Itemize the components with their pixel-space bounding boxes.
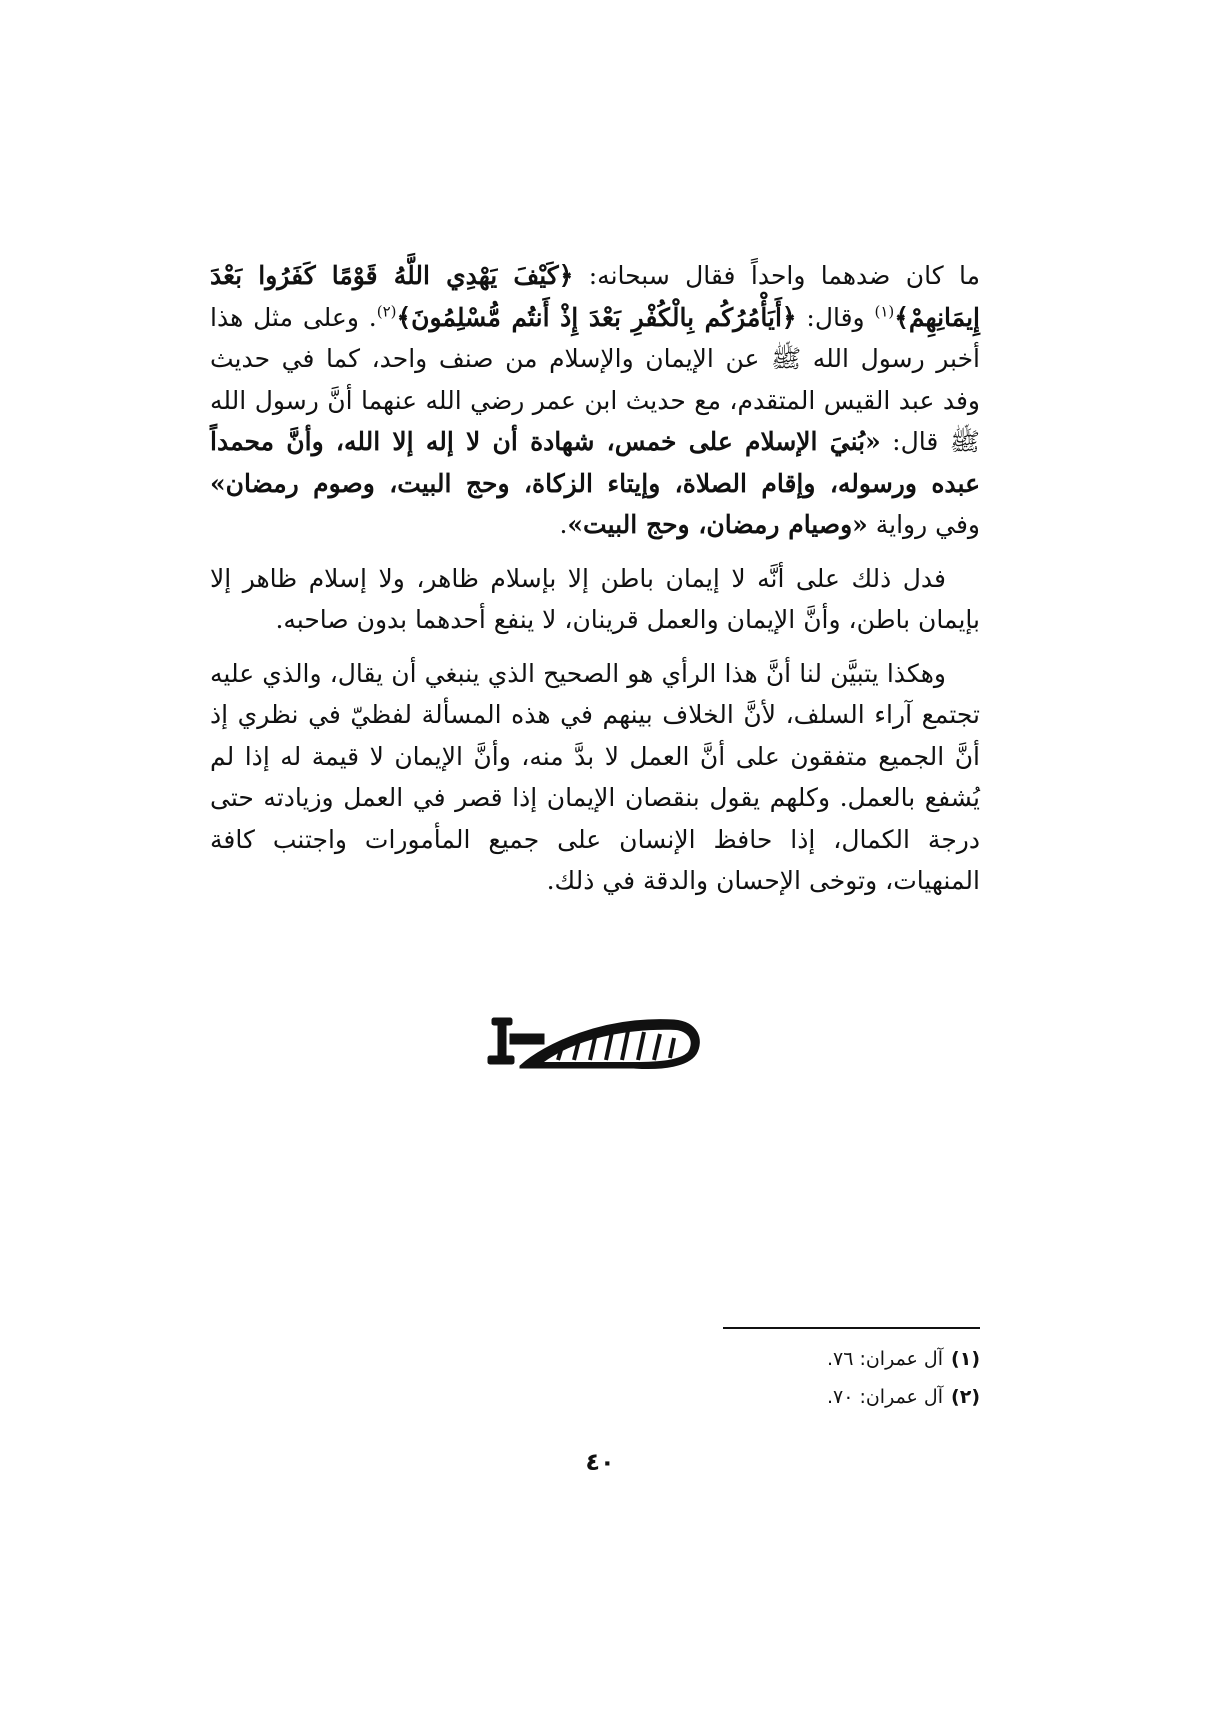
paragraph-1-riwaya: وفي رواية (867, 510, 980, 539)
calligraphy-ornament-icon (484, 1000, 706, 1080)
footnote-number: (٢) (951, 1386, 980, 1408)
hadith-quote-1: «بُنيَ الإسلام على خمس، شهادة أن لا إله إلا الله، وأنَّ محمداً عبده ورسوله، وإقام الصلاة، وإيتاء الزكاة، وحج البيت، وصوم رمضان» (210, 427, 980, 498)
paragraph-1-connector: وقال: (796, 302, 875, 332)
paragraph-2: فدل ذلك على أنَّه لا إيمان باطن إلا بإسلام ظاهر، ولا إسلام ظاهر إلا بإيمان باطن، وأنَّ الإيمان والعمل قرينان، لا ينفع أحدهما بدون صاحبه. (210, 563, 980, 634)
paragraph-1-intro: ما كان ضدهما واحداً فقال سبحانه: (573, 261, 980, 290)
paragraph-3: وهكذا يتبيَّن لنا أنَّ هذا الرأي هو الصحيح الذي ينبغي أن يقال، والذي عليه تجتمع آراء السلف، لأنَّ الخلاف بينهم في هذه المسألة لفظيّ في نظري إذ أنَّ الجميع متفقون على أنَّ العمل لا بدَّ منه، وأنَّ الإيمان لا قيمة له إذا لم يُشفع بالعمل. وكلهم يقول بنقصان الإيمان إذا قصر في العمل وزيادته حتى درجة الكمال، إذا حافظ الإنسان على جميع المأمورات واجتنب كافة المنهيات، وتوخى الإحسان والدقة في ذلك. (210, 658, 980, 895)
paragraph-1-body: . وعلى مثل هذا أخبر رسول الله ﷺ عن الإيمان والإسلام من صنف واحد، كما في حديث وفد عبد القيس المتقدم، مع حديث ابن عمر رضي الله عنهما أنَّ رسول الله ﷺ قال: (210, 302, 981, 456)
footnote-1 (660, 1340, 980, 1378)
paragraph-1 (210, 255, 980, 546)
page-body (210, 255, 980, 902)
footnote-ref-1: (١) (874, 302, 895, 321)
quran-verse-1: ﴿كَيْفَ يَهْدِي اللَّهُ قَوْمًا كَفَرُوا بَعْدَ إِيمَانِهِمْ﴾ (210, 261, 981, 332)
page-number: ٤٠ (585, 1448, 615, 1476)
footnote-text: آل عمران: ٧٦. (826, 1348, 944, 1370)
footnotes (660, 1340, 980, 1416)
footnote-number: (١) (951, 1348, 980, 1370)
footnote-2 (660, 1378, 980, 1416)
footnote-ref-2: (٢) (376, 302, 397, 321)
quran-verse-2: ﴿أَيَأْمُرُكُم بِالْكُفْرِ بَعْدَ إِذْ أَنتُم مُّسْلِمُونَ﴾ (396, 302, 797, 332)
footnote-divider (723, 1327, 980, 1329)
footnote-text: آل عمران: ٧٠. (826, 1386, 944, 1408)
hadith-quote-2: «وصيام رمضان، وحج البيت» (567, 510, 868, 539)
paragraph-1-end: . (559, 510, 568, 539)
